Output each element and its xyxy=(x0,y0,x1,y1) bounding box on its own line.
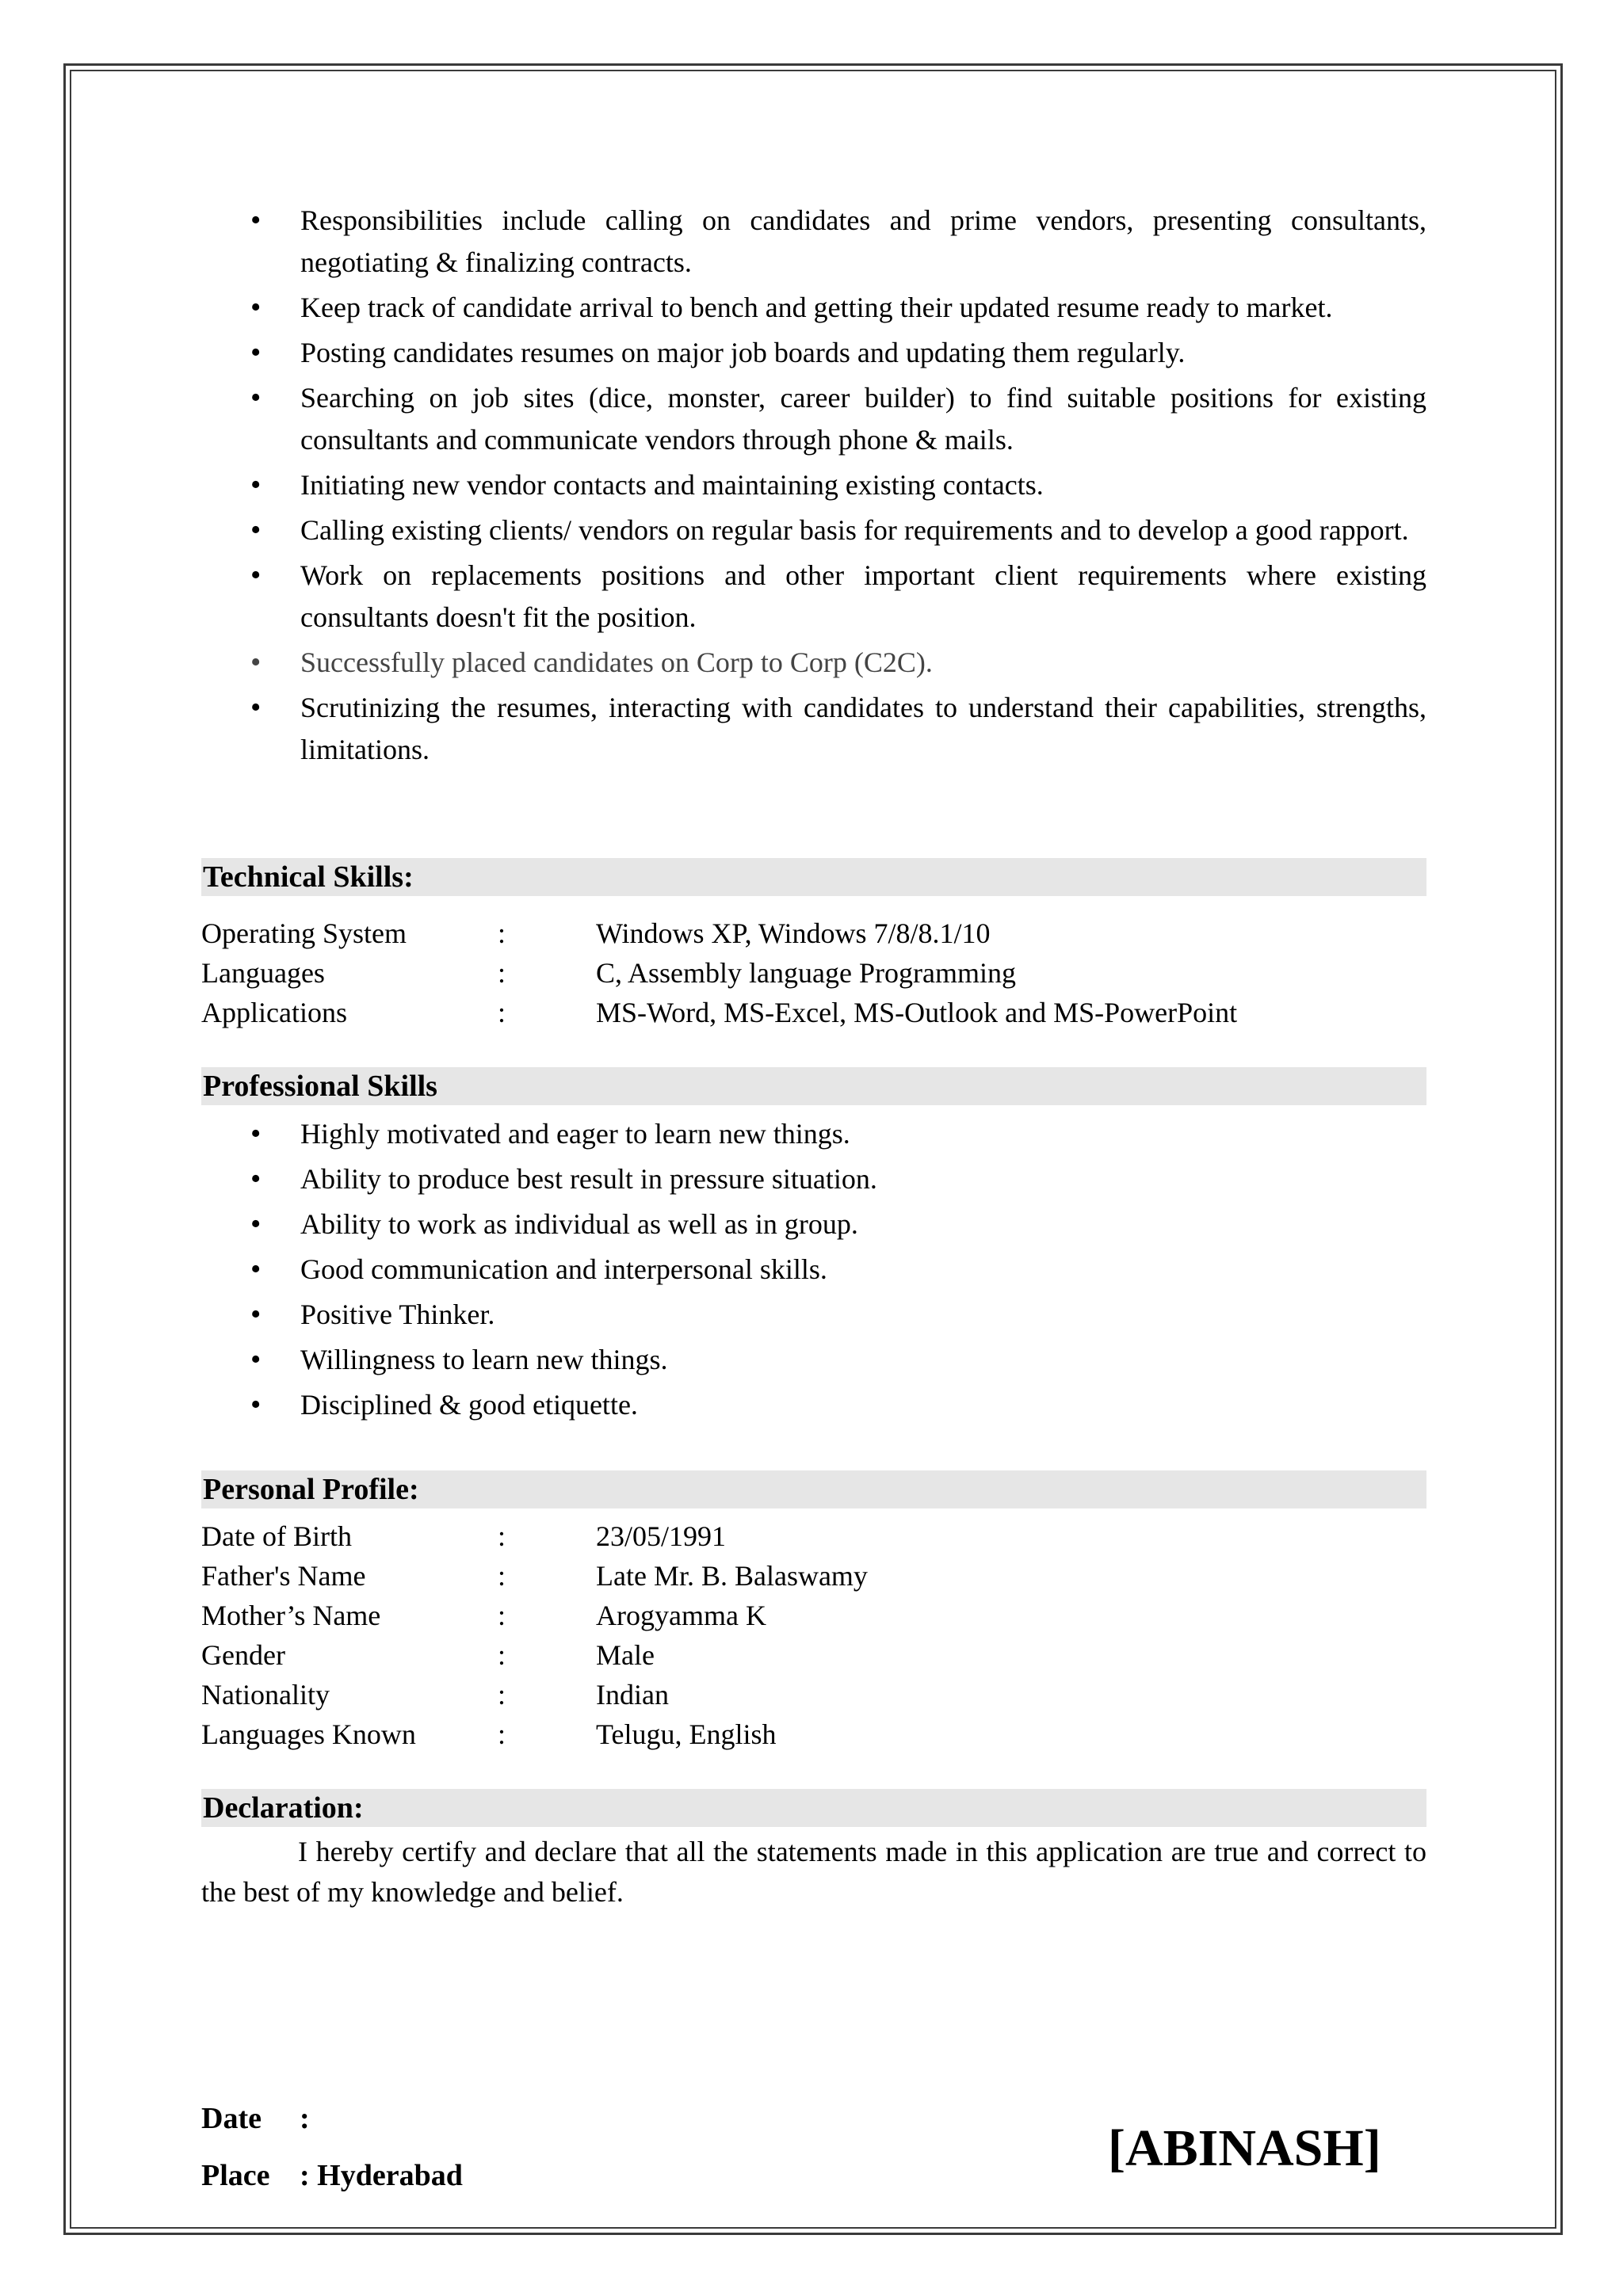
professional-skills-heading: Professional Skills xyxy=(201,1067,1426,1105)
profile-value: Telugu, English xyxy=(596,1718,777,1750)
professional-skill-item: • Disciplined & good etiquette. xyxy=(201,1384,1426,1426)
footer-place-colon: : xyxy=(300,2159,310,2192)
profile-colon: : xyxy=(498,1679,506,1711)
technical-skills-row xyxy=(201,913,1426,953)
personal-profile-row xyxy=(201,1635,1426,1675)
profile-colon: : xyxy=(498,1639,506,1671)
profile-key: Mother’s Name xyxy=(201,1600,381,1631)
profile-key: Gender xyxy=(201,1639,285,1671)
technical-skills-table xyxy=(201,913,1426,1032)
professional-skill-item: • Highly motivated and eager to learn new things. xyxy=(201,1113,1426,1155)
technical-skill-key: Applications xyxy=(201,997,347,1028)
technical-skills-heading: Technical Skills: xyxy=(201,858,1426,896)
personal-profile-heading: Personal Profile: xyxy=(201,1470,1426,1508)
profile-key: Father's Name xyxy=(201,1560,366,1592)
profile-key: Date of Birth xyxy=(201,1520,352,1552)
experience-bullet: • Calling existing clients/ vendors on regular basis for requirements and to develop a good rapport. xyxy=(201,509,1426,551)
technical-skill-key: Languages xyxy=(201,957,325,989)
technical-skill-value: MS-Word, MS-Excel, MS-Outlook and MS-PowerPoint xyxy=(596,997,1238,1028)
footer-date-row xyxy=(201,2101,310,2136)
technical-skill-colon: : xyxy=(498,997,506,1028)
profile-key: Nationality xyxy=(201,1679,330,1711)
experience-bullet: • Successfully placed candidates on Corp to Corp (C2C). xyxy=(201,642,1426,684)
technical-skill-colon: : xyxy=(498,917,506,949)
experience-bullet: • Keep track of candidate arrival to bench and getting their updated resume ready to market. xyxy=(201,287,1426,329)
profile-value: 23/05/1991 xyxy=(596,1520,727,1552)
footer-place-label: Place xyxy=(201,2159,270,2192)
experience-bullet: • Initiating new vendor contacts and maintaining existing contacts. xyxy=(201,464,1426,506)
personal-profile-row xyxy=(201,1714,1426,1754)
declaration-text: I hereby certify and declare that all the statements made in this application are true and correct to the best of my knowledge and belief. xyxy=(201,1836,1426,1908)
technical-skill-value: Windows XP, Windows 7/8/8.1/10 xyxy=(596,917,991,949)
resume-content xyxy=(201,200,1426,1913)
professional-skills-list xyxy=(201,1113,1426,1426)
personal-profile-table xyxy=(201,1516,1426,1754)
professional-skill-item: • Ability to produce best result in pressure situation. xyxy=(201,1158,1426,1200)
profile-colon: : xyxy=(498,1560,506,1592)
professional-skill-item: • Willingness to learn new things. xyxy=(201,1339,1426,1381)
professional-skill-item: • Ability to work as individual as well as in group. xyxy=(201,1203,1426,1245)
experience-bullet: • Scrutinizing the resumes, interacting with candidates to understand their capabilities, strengths, limitations. xyxy=(201,687,1426,771)
personal-profile-row xyxy=(201,1516,1426,1556)
profile-value: Male xyxy=(596,1639,655,1671)
profile-colon: : xyxy=(498,1600,506,1631)
experience-bullet-list xyxy=(201,200,1426,771)
technical-skill-value: C, Assembly language Programming xyxy=(596,957,1016,989)
technical-skill-colon: : xyxy=(498,957,506,989)
footer-date-label: Date xyxy=(201,2102,262,2135)
profile-colon: : xyxy=(498,1520,506,1552)
experience-bullet: • Searching on job sites (dice, monster, career builder) to find suitable positions for existing consultants and communicate vendors through phone & mails. xyxy=(201,377,1426,461)
experience-bullet: • Work on replacements positions and other important client requirements where existing consultants doesn't fit the position. xyxy=(201,555,1426,639)
declaration-heading: Declaration: xyxy=(201,1789,1426,1827)
experience-bullet: • Posting candidates resumes on major job boards and updating them regularly. xyxy=(201,332,1426,374)
profile-value: Arogyamma K xyxy=(596,1600,766,1631)
footer-place-value: Hyderabad xyxy=(317,2159,463,2192)
experience-bullet: • Responsibilities include calling on candidates and prime vendors, presenting consultants, negotiating & finalizing contracts. xyxy=(201,200,1426,284)
professional-skill-item: • Positive Thinker. xyxy=(201,1294,1426,1336)
profile-key: Languages Known xyxy=(201,1718,416,1750)
personal-profile-row xyxy=(201,1556,1426,1596)
profile-colon: : xyxy=(498,1718,506,1750)
profile-value: Late Mr. B. Balaswamy xyxy=(596,1560,868,1592)
personal-profile-row xyxy=(201,1596,1426,1635)
footer-date-colon: : xyxy=(300,2102,310,2135)
professional-skill-item: • Good communication and interpersonal skills. xyxy=(201,1249,1426,1291)
personal-profile-row xyxy=(201,1675,1426,1714)
declaration-paragraph xyxy=(201,1832,1426,1913)
profile-value: Indian xyxy=(596,1679,669,1711)
footer-place-row xyxy=(201,2158,463,2193)
signature-name: [ABINASH] xyxy=(1108,2119,1381,2177)
technical-skills-row xyxy=(201,993,1426,1032)
technical-skill-key: Operating System xyxy=(201,917,407,949)
technical-skills-row xyxy=(201,953,1426,993)
